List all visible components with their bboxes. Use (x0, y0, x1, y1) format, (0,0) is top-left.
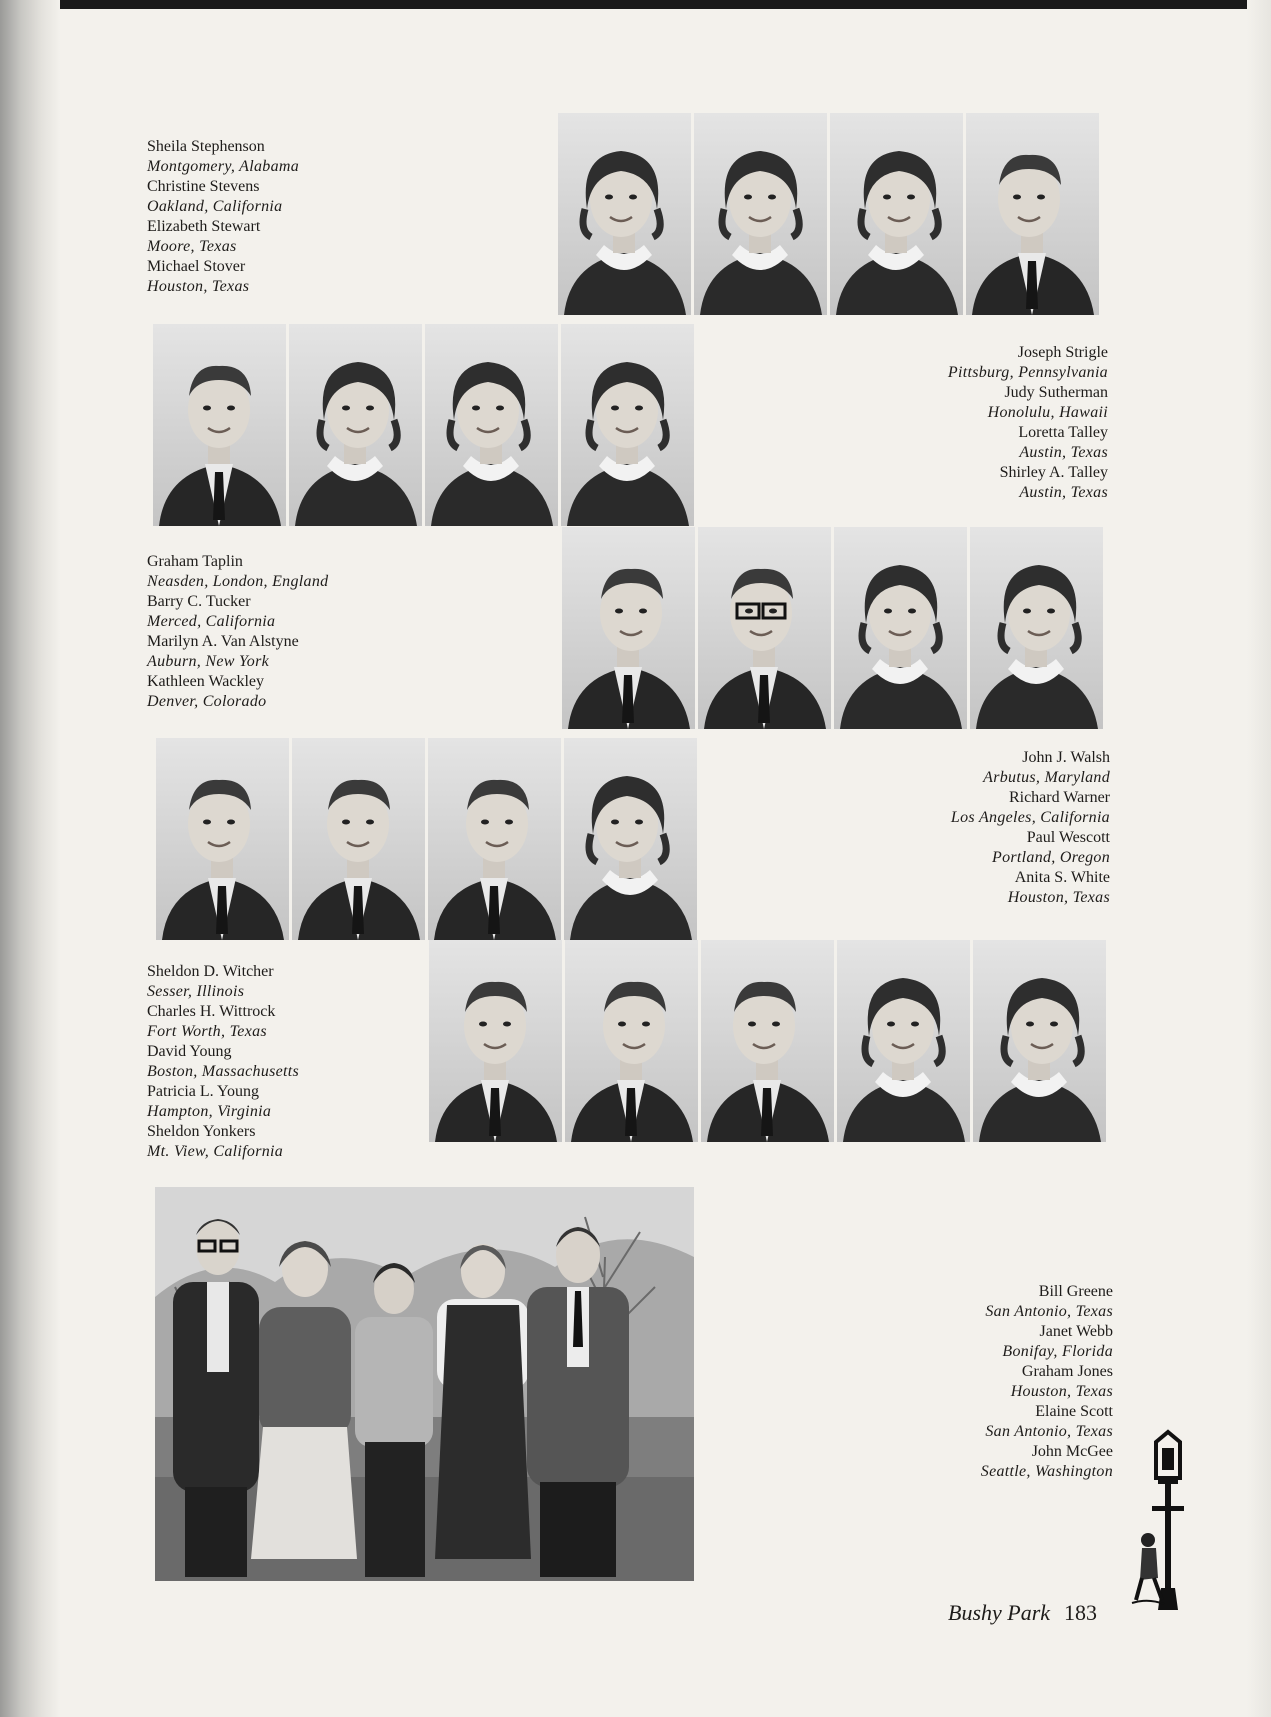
portrait-row-4 (156, 738, 697, 940)
student-portrait (558, 113, 691, 315)
student-portrait (698, 527, 831, 729)
student-portrait (153, 324, 286, 526)
student-name: Sheldon Yonkers (147, 1123, 256, 1140)
portrait-figure (428, 738, 561, 940)
page-footer (948, 1600, 1097, 1626)
student-portrait (834, 527, 967, 729)
portrait-figure (973, 940, 1106, 1142)
portrait-figure (562, 527, 695, 729)
student-hometown: San Antonio, Texas (985, 1422, 1113, 1440)
student-portrait (562, 527, 695, 729)
student-hometown: Houston, Texas (1010, 1382, 1113, 1400)
student-hometown: Denver, Colorado (147, 692, 267, 710)
name-list-4 (870, 748, 1110, 908)
student-name: Loretta Talley (1018, 424, 1108, 441)
student-hometown: Pittsburg, Pennsylvania (947, 363, 1108, 381)
portrait-figure (830, 113, 963, 315)
group-photo-scene (155, 1187, 694, 1581)
student-portrait (564, 738, 697, 940)
portrait-figure (564, 738, 697, 940)
publication-name: Bushy Park (948, 1600, 1051, 1625)
student-portrait (429, 940, 562, 1142)
student-name: Christine Stevens (147, 178, 260, 195)
student-portrait (292, 738, 425, 940)
student-hometown: Arbutus, Maryland (983, 768, 1110, 786)
portrait-figure (837, 940, 970, 1142)
student-name: Graham Jones (1021, 1363, 1113, 1380)
portrait-figure (429, 940, 562, 1142)
student-name: Richard Warner (1008, 789, 1110, 806)
portrait-figure (565, 940, 698, 1142)
student-name: Graham Taplin (147, 553, 243, 570)
page-edge (1247, 0, 1271, 1717)
student-name: Bill Greene (1038, 1283, 1113, 1300)
student-hometown: Portland, Oregon (992, 848, 1110, 866)
student-portrait (701, 940, 834, 1142)
name-list-5 (147, 962, 299, 1162)
portrait-figure (698, 527, 831, 729)
student-hometown: Houston, Texas (1007, 888, 1110, 906)
student-name: Charles H. Wittrock (147, 1003, 276, 1020)
portrait-figure (694, 113, 827, 315)
book-spine-shadow (0, 0, 60, 1717)
student-hometown: Boston, Massachusetts (147, 1062, 300, 1080)
student-hometown: Fort Worth, Texas (147, 1022, 267, 1040)
portrait-figure (425, 324, 558, 526)
name-list-6 (900, 1282, 1113, 1482)
student-hometown: Neasden, London, England (147, 572, 329, 590)
student-hometown: Auburn, New York (147, 652, 270, 670)
student-name: Paul Wescott (1026, 829, 1110, 846)
portrait-figure (561, 324, 694, 526)
page-number: 183 (1064, 1600, 1098, 1625)
student-name: Michael Stover (147, 258, 246, 275)
student-portrait (837, 940, 970, 1142)
portrait-figure (558, 113, 691, 315)
student-hometown: Hampton, Virginia (147, 1102, 272, 1120)
name-list-1 (147, 137, 299, 297)
student-portrait (970, 527, 1103, 729)
portrait-row-5 (429, 940, 1106, 1142)
student-name: Elizabeth Stewart (147, 218, 261, 235)
student-hometown: Austin, Texas (1019, 443, 1108, 461)
lamppost-mascot-icon (1128, 1428, 1208, 1618)
student-name: Kathleen Wackley (147, 673, 265, 690)
portrait-figure (970, 527, 1103, 729)
student-portrait (830, 113, 963, 315)
portrait-figure (289, 324, 422, 526)
student-hometown: Bonifay, Florida (1002, 1342, 1113, 1360)
student-name: Anita S. White (1014, 869, 1110, 886)
student-hometown: Seattle, Washington (980, 1462, 1113, 1480)
student-portrait (694, 113, 827, 315)
student-hometown: Merced, California (147, 612, 276, 630)
student-portrait (973, 940, 1106, 1142)
student-portrait (966, 113, 1099, 315)
student-name: John McGee (1031, 1443, 1113, 1460)
student-hometown: Mt. View, California (147, 1142, 284, 1160)
student-hometown: Montgomery, Alabama (147, 157, 300, 175)
student-name: Marilyn A. Van Alstyne (147, 633, 299, 650)
student-portrait (425, 324, 558, 526)
student-hometown: Moore, Texas (147, 237, 237, 255)
student-name: John J. Walsh (1022, 749, 1110, 766)
portrait-row-3 (562, 527, 1103, 729)
student-name: Patricia L. Young (147, 1083, 259, 1100)
student-hometown: Honolulu, Hawaii (987, 403, 1108, 421)
portrait-figure (701, 940, 834, 1142)
student-name: Joseph Strigle (1017, 344, 1108, 361)
scan-top-edge (0, 0, 1271, 9)
group-photo (155, 1187, 694, 1581)
student-name: Judy Sutherman (1004, 384, 1108, 401)
portrait-row-2 (153, 324, 694, 526)
student-name: David Young (147, 1043, 232, 1060)
portrait-figure (292, 738, 425, 940)
portrait-figure (966, 113, 1099, 315)
student-portrait (561, 324, 694, 526)
name-list-3 (147, 552, 328, 712)
student-portrait (289, 324, 422, 526)
student-name: Janet Webb (1039, 1323, 1113, 1340)
name-list-2 (880, 343, 1108, 503)
student-name: Sheila Stephenson (147, 138, 265, 155)
student-portrait (428, 738, 561, 940)
portrait-figure (156, 738, 289, 940)
student-name: Shirley A. Talley (999, 464, 1108, 481)
student-name: Elaine Scott (1035, 1403, 1113, 1420)
student-portrait (156, 738, 289, 940)
student-hometown: Oakland, California (147, 197, 283, 215)
student-name: Barry C. Tucker (147, 593, 251, 610)
student-hometown: Austin, Texas (1019, 483, 1108, 501)
portrait-row-1 (558, 113, 1099, 315)
portrait-figure (153, 324, 286, 526)
student-hometown: Los Angeles, California (950, 808, 1110, 826)
student-name: Sheldon D. Witcher (147, 963, 274, 980)
student-portrait (565, 940, 698, 1142)
student-hometown: Houston, Texas (147, 277, 250, 295)
student-hometown: San Antonio, Texas (985, 1302, 1113, 1320)
student-hometown: Sesser, Illinois (147, 982, 245, 1000)
portrait-figure (834, 527, 967, 729)
